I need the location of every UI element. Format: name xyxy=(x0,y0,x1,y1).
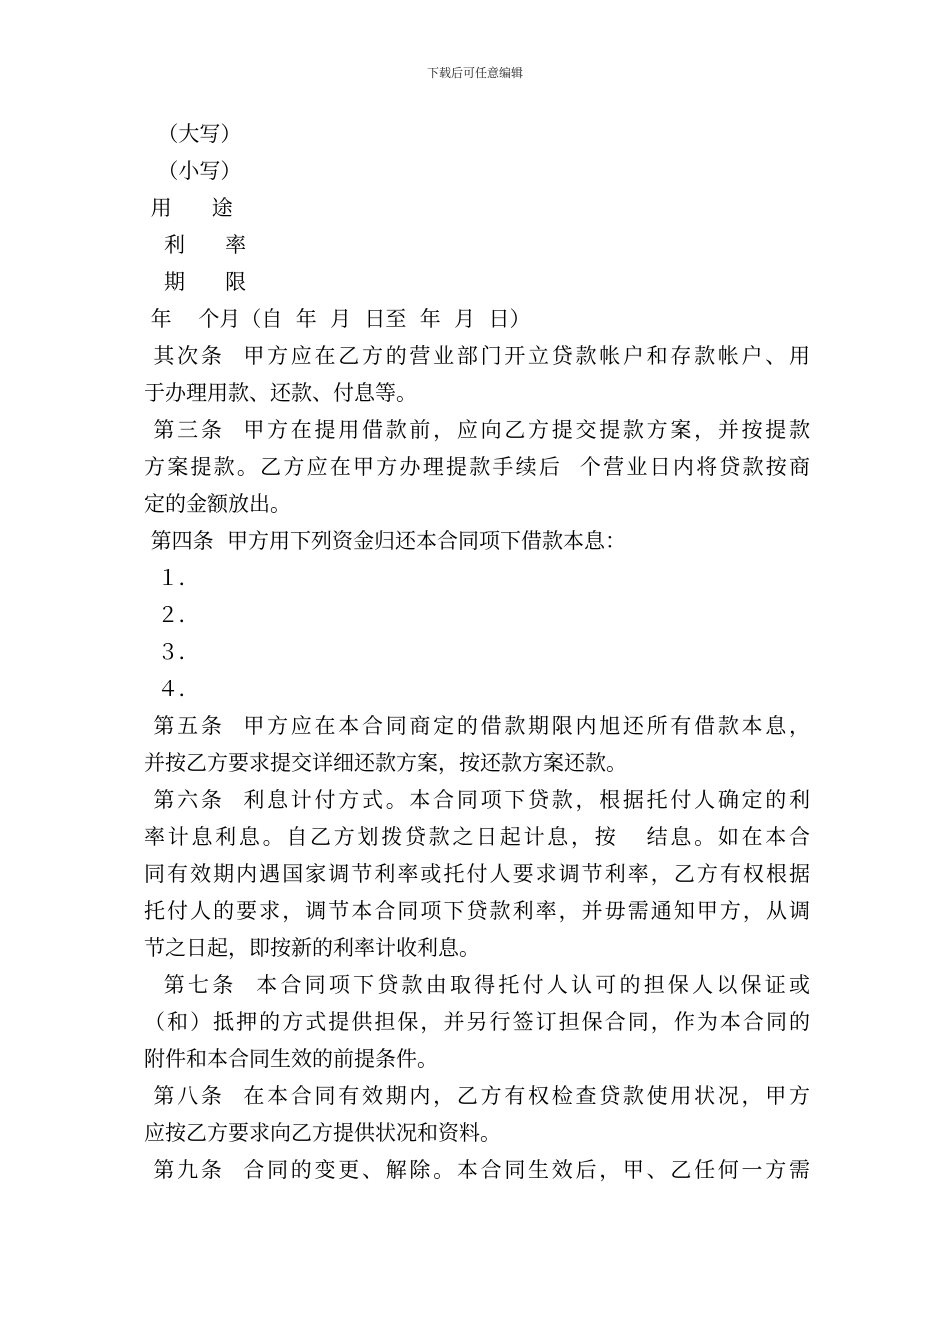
text-line: 第六条 利息计付方式。本合同项下贷款，根据托付人确定的利 xyxy=(144,788,810,812)
list-item: ４. xyxy=(144,677,186,701)
text-line: 第五条 甲方应在本合同商定的借款期限内旭还所有借款本息， xyxy=(144,714,810,738)
text-line: 第七条 本合同项下贷款由取得托付人认可的担保人以保证或 xyxy=(144,973,810,997)
list-item: ３. xyxy=(144,640,186,664)
text-line: 同有效期内遇国家调节利率或托付人要求调节利率，乙方有权根据 xyxy=(144,862,810,886)
text-line: 定的金额放出。 xyxy=(144,492,291,516)
page-header: 下载后可任意编辑 xyxy=(426,66,523,80)
document-body xyxy=(144,116,810,1189)
text-line: 节之日起，即按新的利率计收利息。 xyxy=(144,936,480,960)
text-line: 利 率 xyxy=(144,233,247,257)
text-line: 第九条 合同的变更、解除。本合同生效后，甲、乙任何一方需 xyxy=(144,1158,810,1182)
text-line: 用 途 xyxy=(144,196,233,220)
text-line: 年 个月（自 年 月 日至 年 月 日） xyxy=(144,307,531,331)
text-line: 第四条 甲方用下列资金归还本合同项下借款本息： xyxy=(144,529,627,553)
text-line: （和）抵押的方式提供担保，并另行签订担保合同，作为本合同的 xyxy=(144,1010,810,1034)
text-line: 第八条 在本合同有效期内，乙方有权检查贷款使用状况，甲方 xyxy=(144,1084,810,1108)
list-item: １. xyxy=(144,566,186,590)
text-line: 率计息利息。自乙方划拨贷款之日起计息，按 结息。如在本合 xyxy=(144,825,810,849)
list-item: ２. xyxy=(144,603,186,627)
text-line: 第三条 甲方在提用借款前，应向乙方提交提款方案，并按提款 xyxy=(144,418,810,442)
text-line: 附件和本合同生效的前提条件。 xyxy=(144,1047,438,1071)
text-line: 应按乙方要求向乙方提供状况和资料。 xyxy=(144,1121,501,1145)
text-line: （大写） xyxy=(144,122,242,146)
text-line: 并按乙方要求提交详细还款方案，按还款方案还款。 xyxy=(144,751,627,775)
text-line: （小写） xyxy=(144,159,242,183)
text-line: 于办理用款、还款、付息等。 xyxy=(144,381,417,405)
text-line: 其次条 甲方应在乙方的营业部门开立贷款帐户和存款帐户、用 xyxy=(144,344,810,368)
text-line: 期 限 xyxy=(144,270,247,294)
text-line: 托付人的要求，调节本合同项下贷款利率，并毋需通知甲方，从调 xyxy=(144,899,810,923)
text-line: 方案提款。乙方应在甲方办理提款手续后 个营业日内将贷款按商 xyxy=(144,455,810,479)
